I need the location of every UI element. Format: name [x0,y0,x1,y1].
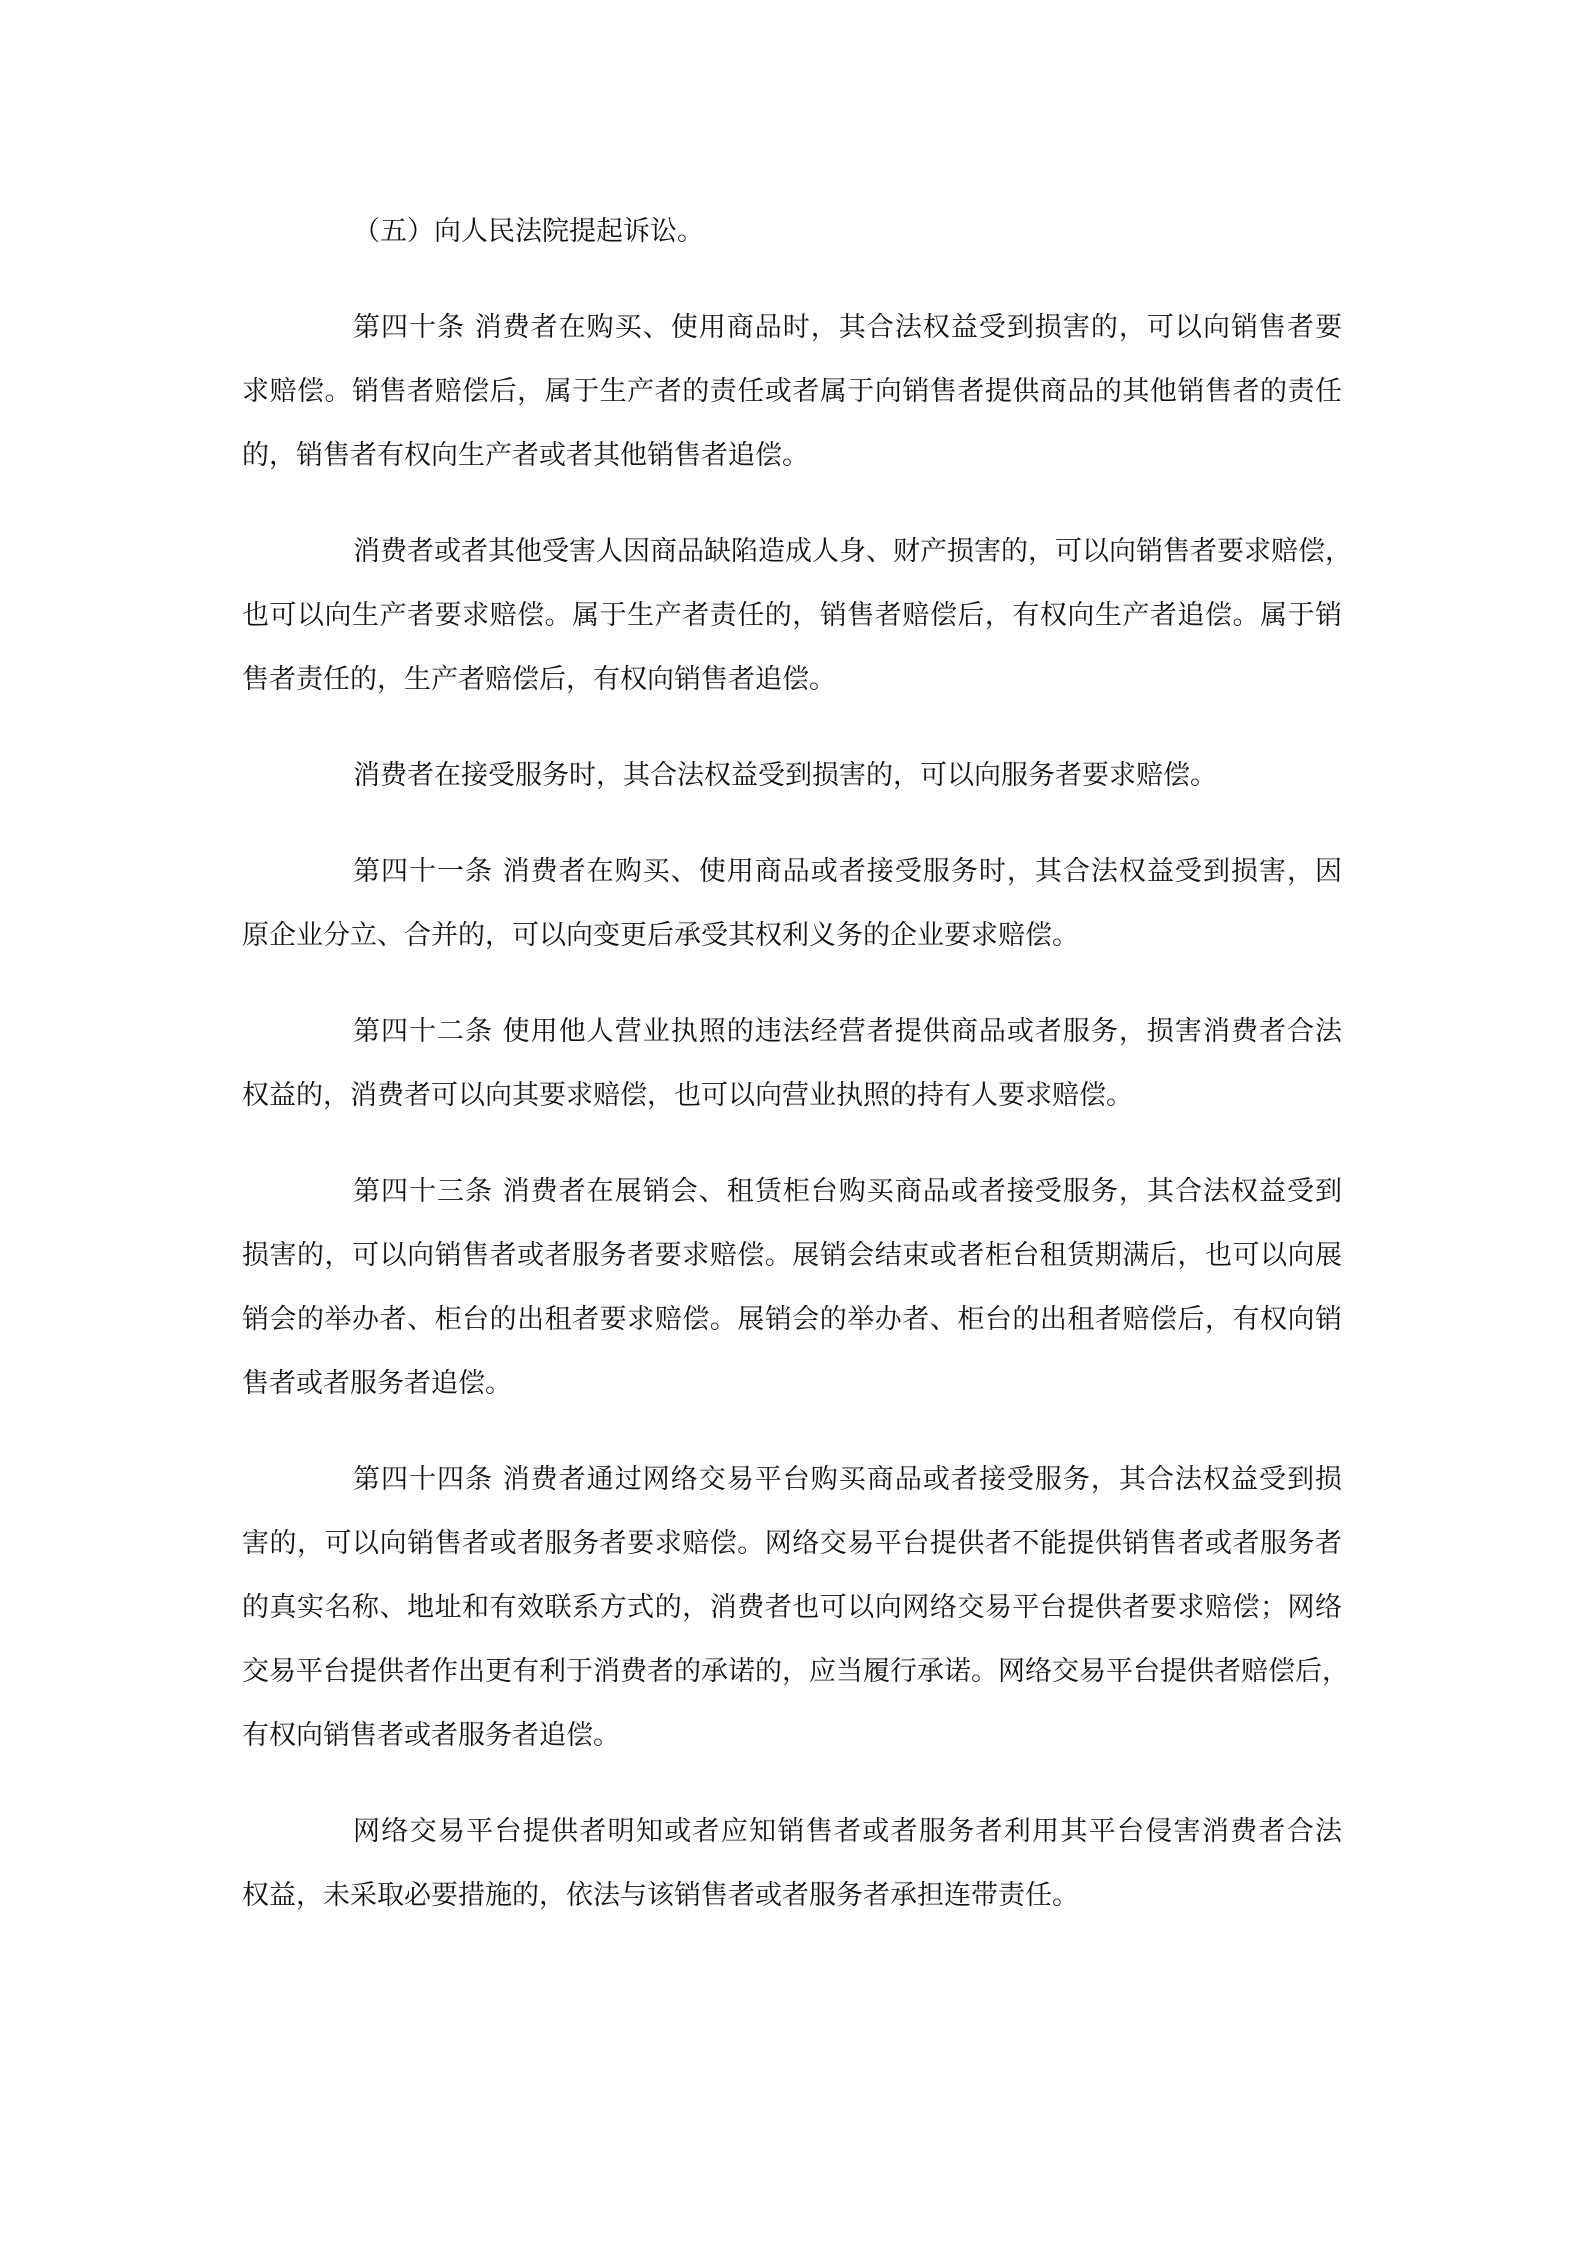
paragraph-article-44-platform-liability [242,1800,1342,1928]
text-line: 售者或者服务者追偿。 [242,1368,512,1399]
paragraph-article-42 [242,1000,1342,1128]
paragraph-item-5 [242,200,1342,264]
paragraph-article-43 [242,1160,1342,1416]
text-line: 第四十四条 消费者通过网络交易平台购买商品或者接受服务，其合法权益受到损 [353,1464,1342,1495]
text-line: 的，销售者有权向生产者或者其他销售者追偿。 [242,440,809,471]
paragraph-article-40-product-defect [242,520,1352,712]
text-line: 消费者在接受服务时，其合法权益受到损害的，可以向服务者要求赔偿。 [353,760,1217,791]
paragraph-article-41 [242,840,1342,968]
paragraph-article-40 [242,296,1342,488]
text-line: 消费者或者其他受害人因商品缺陷造成人身、财产损害的，可以向销售者要求赔偿， [353,536,1352,567]
text-line: 的真实名称、地址和有效联系方式的，消费者也可以向网络交易平台提供者要求赔偿；网络 [242,1592,1342,1623]
text-line: 第四十三条 消费者在展销会、租赁柜台购买商品或者接受服务，其合法权益受到 [353,1176,1342,1207]
text-line: 也可以向生产者要求赔偿。属于生产者责任的，销售者赔偿后，有权向生产者追偿。属于销 [242,600,1342,631]
document-page [242,200,1352,1960]
text-line: 第四十一条 消费者在购买、使用商品或者接受服务时，其合法权益受到损害，因 [353,856,1342,887]
paragraph-article-40-services [242,744,1342,808]
text-line: 销会的举办者、柜台的出租者要求赔偿。展销会的举办者、柜台的出租者赔偿后，有权向销 [242,1304,1342,1335]
text-line: 求赔偿。销售者赔偿后，属于生产者的责任或者属于向销售者提供商品的其他销售者的责任 [242,376,1342,407]
text-line: 第四十条 消费者在购买、使用商品时，其合法权益受到损害的，可以向销售者要 [353,312,1342,343]
text-line: 第四十二条 使用他人营业执照的违法经营者提供商品或者服务，损害消费者合法 [353,1016,1342,1047]
text-line: 售者责任的，生产者赔偿后，有权向销售者追偿。 [242,664,836,695]
text-line: 有权向销售者或者服务者追偿。 [242,1720,620,1751]
text-line: （五）向人民法院提起诉讼。 [353,216,704,247]
text-line: 害的，可以向销售者或者服务者要求赔偿。网络交易平台提供者不能提供销售者或者服务者 [242,1528,1342,1559]
text-line: 网络交易平台提供者明知或者应知销售者或者服务者利用其平台侵害消费者合法 [353,1816,1342,1847]
text-line: 原企业分立、合并的，可以向变更后承受其权利义务的企业要求赔偿。 [242,920,1079,951]
text-line: 交易平台提供者作出更有利于消费者的承诺的，应当履行承诺。网络交易平台提供者赔偿后， [242,1656,1349,1687]
text-line: 权益的，消费者可以向其要求赔偿，也可以向营业执照的持有人要求赔偿。 [242,1080,1133,1111]
text-line: 损害的，可以向销售者或者服务者要求赔偿。展销会结束或者柜台租赁期满后，也可以向展 [242,1240,1342,1271]
text-line: 权益，未采取必要措施的，依法与该销售者或者服务者承担连带责任。 [242,1880,1079,1911]
paragraph-article-44 [242,1448,1349,1768]
